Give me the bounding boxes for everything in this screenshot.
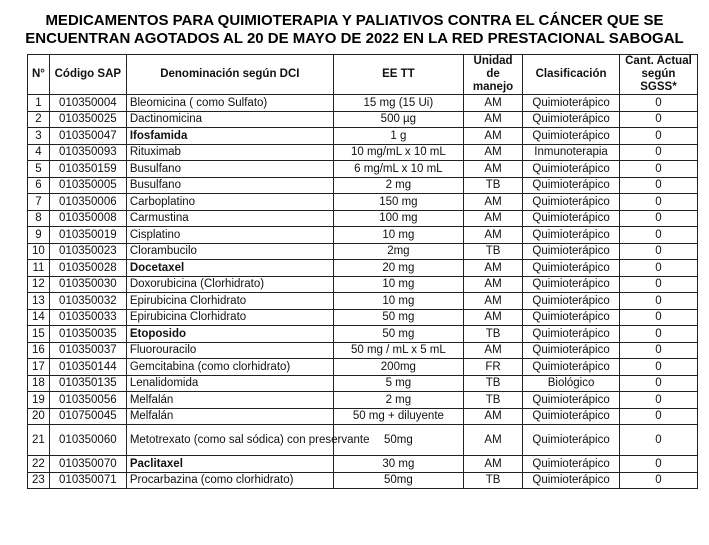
cell-denominacion: Cisplatino — [126, 227, 333, 244]
cell-unidad-manejo: AM — [463, 144, 522, 161]
table-row — [28, 194, 698, 211]
cell-cantidad-actual: 0 — [619, 375, 697, 392]
document-title — [0, 12, 709, 48]
cell-unidad-manejo: AM — [463, 210, 522, 227]
cell-unidad-manejo: AM — [463, 276, 522, 293]
header-codigo-sap: Código SAP — [49, 55, 126, 95]
cell-denominacion: Clorambucilo — [126, 243, 333, 260]
cell-codigo-sap: 010350159 — [49, 161, 126, 178]
cell-num: 17 — [28, 359, 50, 376]
cell-codigo-sap: 010350008 — [49, 210, 126, 227]
cell-denominacion: Gemcitabina (como clorhidrato) — [126, 359, 333, 376]
header-unidad-manejo: Unidad de manejo — [463, 55, 522, 95]
cell-clasificacion: Quimioterápico — [523, 425, 620, 456]
cell-codigo-sap: 010750045 — [49, 408, 126, 425]
cell-cantidad-actual: 0 — [619, 342, 697, 359]
cell-unidad-manejo: TB — [463, 375, 522, 392]
cell-denominacion: Dactinomicina — [126, 111, 333, 128]
cell-num: 4 — [28, 144, 50, 161]
table-row — [28, 111, 698, 128]
cell-denominacion: Lenalidomida — [126, 375, 333, 392]
table-row — [28, 472, 698, 489]
cell-clasificacion: Quimioterápico — [523, 194, 620, 211]
cell-clasificacion: Quimioterápico — [523, 111, 620, 128]
table-row — [28, 293, 698, 310]
cell-ee-tt: 30 mg — [333, 456, 463, 473]
table-row — [28, 243, 698, 260]
cell-ee-tt: 500 µg — [333, 111, 463, 128]
cell-ee-tt: 20 mg — [333, 260, 463, 277]
table-row — [28, 227, 698, 244]
cell-cantidad-actual: 0 — [619, 210, 697, 227]
cell-codigo-sap: 010350056 — [49, 392, 126, 409]
cell-unidad-manejo: AM — [463, 456, 522, 473]
table-row — [28, 342, 698, 359]
cell-codigo-sap: 010350037 — [49, 342, 126, 359]
cell-denominacion: Bleomicina ( como Sulfato) — [126, 95, 333, 112]
cell-clasificacion: Quimioterápico — [523, 359, 620, 376]
cell-codigo-sap: 010350033 — [49, 309, 126, 326]
cell-clasificacion: Quimioterápico — [523, 456, 620, 473]
cell-num: 21 — [28, 425, 50, 456]
cell-codigo-sap: 010350025 — [49, 111, 126, 128]
cell-denominacion: Melfalán — [126, 392, 333, 409]
cell-ee-tt: 50 mg / mL x 5 mL — [333, 342, 463, 359]
header-ee-tt: EE TT — [333, 55, 463, 95]
cell-ee-tt: 5 mg — [333, 375, 463, 392]
header-num: N° — [28, 55, 50, 95]
cell-cantidad-actual: 0 — [619, 293, 697, 310]
table-row — [28, 276, 698, 293]
cell-num: 10 — [28, 243, 50, 260]
table-row — [28, 95, 698, 112]
cell-ee-tt: 2 mg — [333, 392, 463, 409]
cell-cantidad-actual: 0 — [619, 408, 697, 425]
cell-ee-tt: 150 mg — [333, 194, 463, 211]
cell-codigo-sap: 010350032 — [49, 293, 126, 310]
cell-denominacion: Epirubicina Clorhidrato — [126, 293, 333, 310]
cell-codigo-sap: 010350023 — [49, 243, 126, 260]
cell-ee-tt: 10 mg/mL x 10 mL — [333, 144, 463, 161]
cell-ee-tt: 1 g — [333, 128, 463, 145]
cell-denominacion: Ifosfamida — [126, 128, 333, 145]
cell-ee-tt: 2 mg — [333, 177, 463, 194]
cell-cantidad-actual: 0 — [619, 177, 697, 194]
cell-num: 13 — [28, 293, 50, 310]
cell-unidad-manejo: AM — [463, 128, 522, 145]
header-row — [28, 55, 698, 95]
cell-cantidad-actual: 0 — [619, 472, 697, 489]
table-body — [28, 95, 698, 489]
cell-codigo-sap: 010350070 — [49, 456, 126, 473]
table-row — [28, 260, 698, 277]
cell-unidad-manejo: TB — [463, 392, 522, 409]
cell-cantidad-actual: 0 — [619, 227, 697, 244]
cell-clasificacion: Quimioterápico — [523, 95, 620, 112]
cell-denominacion: Metotrexato (como sal sódica) con preservante — [126, 425, 333, 456]
cell-clasificacion: Quimioterápico — [523, 342, 620, 359]
cell-cantidad-actual: 0 — [619, 144, 697, 161]
cell-clasificacion: Quimioterápico — [523, 326, 620, 343]
cell-clasificacion: Quimioterápico — [523, 210, 620, 227]
cell-num: 9 — [28, 227, 50, 244]
cell-num: 20 — [28, 408, 50, 425]
cell-denominacion: Fluorouracilo — [126, 342, 333, 359]
cell-num: 15 — [28, 326, 50, 343]
cell-clasificacion: Quimioterápico — [523, 161, 620, 178]
table-row — [28, 408, 698, 425]
cell-denominacion: Carboplatino — [126, 194, 333, 211]
cell-denominacion: Busulfano — [126, 161, 333, 178]
cell-cantidad-actual: 0 — [619, 161, 697, 178]
table-row — [28, 177, 698, 194]
cell-clasificacion: Quimioterápico — [523, 472, 620, 489]
table-row — [28, 210, 698, 227]
cell-clasificacion: Inmunoterapia — [523, 144, 620, 161]
cell-ee-tt: 10 mg — [333, 293, 463, 310]
table-row — [28, 144, 698, 161]
table-row — [28, 359, 698, 376]
cell-ee-tt: 200mg — [333, 359, 463, 376]
cell-codigo-sap: 010350093 — [49, 144, 126, 161]
cell-ee-tt: 15 mg (15 Ui) — [333, 95, 463, 112]
cell-cantidad-actual: 0 — [619, 243, 697, 260]
cell-unidad-manejo: AM — [463, 408, 522, 425]
cell-cantidad-actual: 0 — [619, 326, 697, 343]
cell-num: 11 — [28, 260, 50, 277]
table-row — [28, 375, 698, 392]
cell-unidad-manejo: AM — [463, 260, 522, 277]
cell-codigo-sap: 010350060 — [49, 425, 126, 456]
cell-ee-tt: 50 mg — [333, 309, 463, 326]
cell-codigo-sap: 010350030 — [49, 276, 126, 293]
table-row — [28, 161, 698, 178]
cell-ee-tt: 2mg — [333, 243, 463, 260]
cell-num: 6 — [28, 177, 50, 194]
table-row — [28, 326, 698, 343]
cell-num: 19 — [28, 392, 50, 409]
cell-ee-tt: 50 mg — [333, 326, 463, 343]
cell-cantidad-actual: 0 — [619, 276, 697, 293]
cell-ee-tt: 50mg — [333, 472, 463, 489]
cell-codigo-sap: 010350071 — [49, 472, 126, 489]
header-clasificacion: Clasificación — [523, 55, 620, 95]
cell-denominacion: Epirubicina Clorhidrato — [126, 309, 333, 326]
cell-cantidad-actual: 0 — [619, 194, 697, 211]
cell-denominacion: Etoposido — [126, 326, 333, 343]
table-row — [28, 128, 698, 145]
cell-clasificacion: Quimioterápico — [523, 309, 620, 326]
cell-cantidad-actual: 0 — [619, 456, 697, 473]
cell-codigo-sap: 010350019 — [49, 227, 126, 244]
cell-num: 7 — [28, 194, 50, 211]
cell-clasificacion: Quimioterápico — [523, 177, 620, 194]
cell-unidad-manejo: AM — [463, 309, 522, 326]
header-denominacion: Denominación según DCI — [126, 55, 333, 95]
cell-cantidad-actual: 0 — [619, 425, 697, 456]
cell-unidad-manejo: AM — [463, 111, 522, 128]
cell-cantidad-actual: 0 — [619, 95, 697, 112]
table-row — [28, 392, 698, 409]
cell-unidad-manejo: AM — [463, 227, 522, 244]
cell-codigo-sap: 010350004 — [49, 95, 126, 112]
cell-codigo-sap: 010350035 — [49, 326, 126, 343]
cell-clasificacion: Quimioterápico — [523, 243, 620, 260]
cell-cantidad-actual: 0 — [619, 392, 697, 409]
cell-unidad-manejo: AM — [463, 425, 522, 456]
cell-unidad-manejo: TB — [463, 326, 522, 343]
cell-unidad-manejo: TB — [463, 472, 522, 489]
cell-codigo-sap: 010350005 — [49, 177, 126, 194]
cell-codigo-sap: 010350047 — [49, 128, 126, 145]
cell-unidad-manejo: AM — [463, 342, 522, 359]
cell-unidad-manejo: TB — [463, 243, 522, 260]
cell-unidad-manejo: AM — [463, 194, 522, 211]
table-row — [28, 425, 698, 456]
cell-num: 16 — [28, 342, 50, 359]
cell-denominacion: Carmustina — [126, 210, 333, 227]
cell-num: 3 — [28, 128, 50, 145]
cell-denominacion: Docetaxel — [126, 260, 333, 277]
cell-num: 12 — [28, 276, 50, 293]
cell-denominacion: Melfalán — [126, 408, 333, 425]
cell-cantidad-actual: 0 — [619, 128, 697, 145]
cell-ee-tt: 50 mg + diluyente — [333, 408, 463, 425]
medications-table — [27, 54, 698, 489]
cell-cantidad-actual: 0 — [619, 309, 697, 326]
cell-clasificacion: Quimioterápico — [523, 260, 620, 277]
cell-unidad-manejo: AM — [463, 161, 522, 178]
cell-codigo-sap: 010350006 — [49, 194, 126, 211]
title-line-2: ENCUENTRAN AGOTADOS AL 20 DE MAYO DE 2022 EN LA RED PRESTACIONAL SABOGAL — [25, 30, 684, 47]
cell-num: 5 — [28, 161, 50, 178]
cell-ee-tt: 50mg — [333, 425, 463, 456]
cell-num: 14 — [28, 309, 50, 326]
cell-codigo-sap: 010350144 — [49, 359, 126, 376]
cell-cantidad-actual: 0 — [619, 359, 697, 376]
cell-num: 2 — [28, 111, 50, 128]
cell-num: 18 — [28, 375, 50, 392]
cell-num: 22 — [28, 456, 50, 473]
cell-num: 8 — [28, 210, 50, 227]
cell-denominacion: Paclitaxel — [126, 456, 333, 473]
cell-ee-tt: 100 mg — [333, 210, 463, 227]
cell-codigo-sap: 010350135 — [49, 375, 126, 392]
cell-ee-tt: 6 mg/mL x 10 mL — [333, 161, 463, 178]
cell-unidad-manejo: TB — [463, 177, 522, 194]
cell-unidad-manejo: AM — [463, 95, 522, 112]
cell-clasificacion: Biológico — [523, 375, 620, 392]
cell-denominacion: Busulfano — [126, 177, 333, 194]
cell-denominacion: Procarbazina (como clorhidrato) — [126, 472, 333, 489]
cell-clasificacion: Quimioterápico — [523, 227, 620, 244]
cell-ee-tt: 10 mg — [333, 227, 463, 244]
cell-clasificacion: Quimioterápico — [523, 293, 620, 310]
cell-clasificacion: Quimioterápico — [523, 408, 620, 425]
cell-unidad-manejo: AM — [463, 293, 522, 310]
cell-unidad-manejo: FR — [463, 359, 522, 376]
header-cantidad-actual: Cant. Actual según SGSS* — [619, 55, 697, 95]
table-row — [28, 309, 698, 326]
cell-denominacion: Rituximab — [126, 144, 333, 161]
cell-clasificacion: Quimioterápico — [523, 392, 620, 409]
cell-num: 23 — [28, 472, 50, 489]
cell-clasificacion: Quimioterápico — [523, 276, 620, 293]
table-header — [28, 55, 698, 95]
cell-ee-tt: 10 mg — [333, 276, 463, 293]
table-row — [28, 456, 698, 473]
title-line-1: MEDICAMENTOS PARA QUIMIOTERAPIA Y PALIATIVOS CONTRA EL CÁNCER QUE SE — [45, 12, 664, 29]
cell-cantidad-actual: 0 — [619, 111, 697, 128]
cell-num: 1 — [28, 95, 50, 112]
cell-denominacion: Doxorubicina (Clorhidrato) — [126, 276, 333, 293]
cell-cantidad-actual: 0 — [619, 260, 697, 277]
cell-clasificacion: Quimioterápico — [523, 128, 620, 145]
cell-codigo-sap: 010350028 — [49, 260, 126, 277]
